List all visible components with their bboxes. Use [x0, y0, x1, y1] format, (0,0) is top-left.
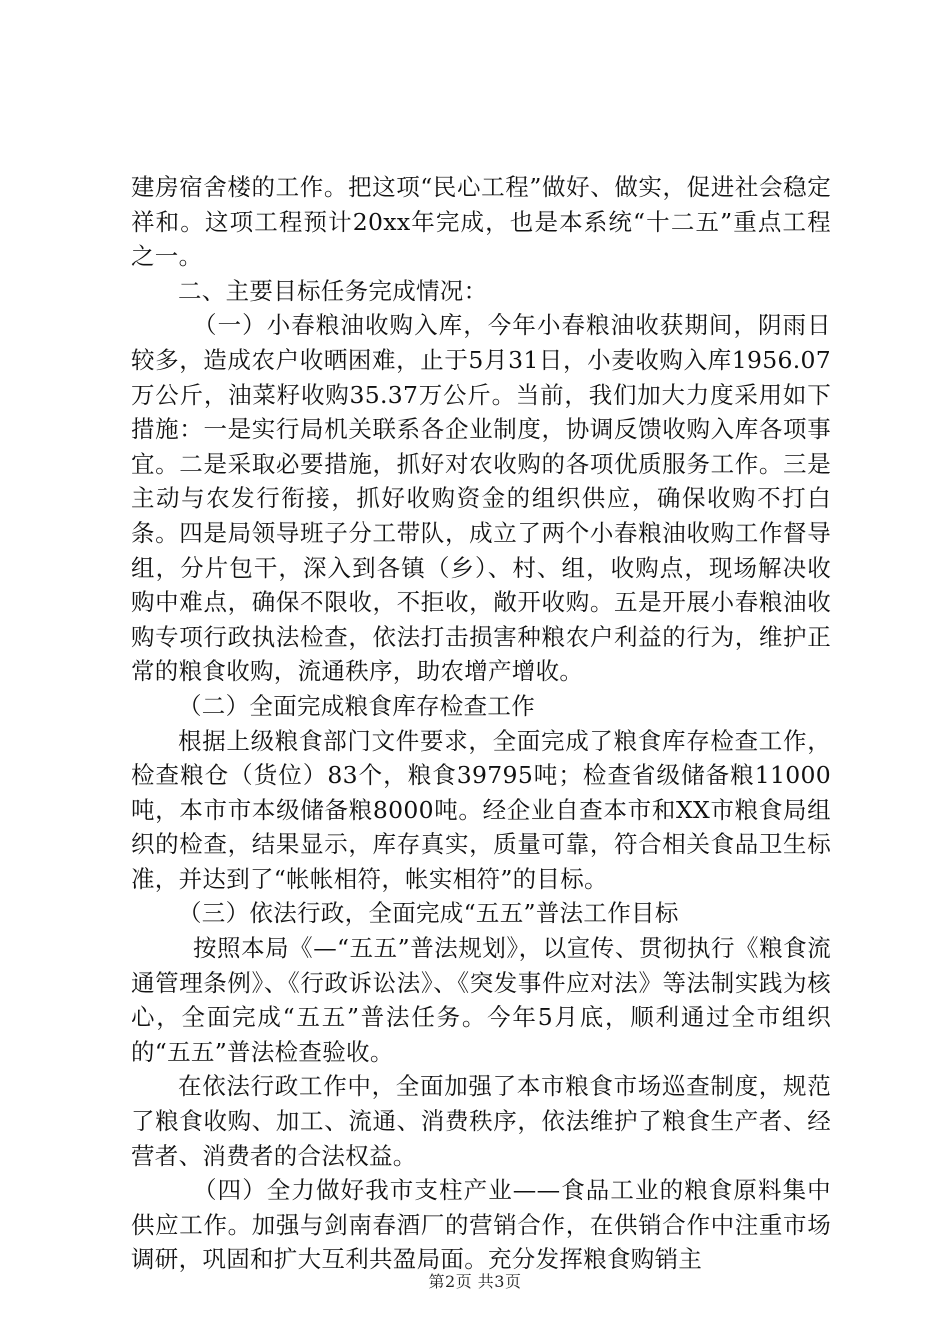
- subheading-inventory-check: （二）全面完成粮食库存检查工作: [178, 691, 535, 720]
- section-heading-main-goals: 二、主要目标任务完成情况：: [178, 276, 488, 305]
- paragraph-food-industry: （四）全力做好我市支柱产业——食品工业的粮食原料集中供应工作。加强与剑南春酒厂的营销合作，在供销合作中注重市场调研，巩固和扩大互利共盈局面。充分发挥粮食购销主: [131, 1176, 831, 1274]
- document-body: [131, 170, 831, 1277]
- paragraph-market-inspection: 在依法行政工作中，全面加强了本市粮食市场巡查制度，规范了粮食收购、加工、流通、消费秩序，依法维护了粮食生产者、经营者、消费者的合法权益。: [131, 1072, 831, 1170]
- paragraph-continuation: 建房宿舍楼的工作。把这项“民心工程”做好、做实，促进社会稳定祥和。这项工程预计20xx年完成，也是本系统“十二五”重点工程之一。: [131, 173, 831, 271]
- subheading-law-enforcement: （三）依法行政，全面完成“五五”普法工作目标: [178, 899, 679, 928]
- page-number-footer: 第2页 共3页: [428, 1272, 522, 1291]
- paragraph-inventory-check: 根据上级粮食部门文件要求，全面完成了粮食库存检查工作，检查粮仓（货位）83个，粮食39795吨；检查省级储备粮11000吨，本市市本级储备粮8000吨。经企业自查本市和XX市粮食局组织的检查，结果显示，库存真实，质量可靠，符合相关食品卫生标准，并达到了“帐帐相符，帐实相符”的目标。: [131, 726, 831, 893]
- paragraph-law-plan: 按照本局《—“五五”普法规划》，以宣传、贯彻执行《粮食流通管理条例》、《行政诉讼法》、《突发事件应对法》等法制实践为核心，全面完成“五五”普法任务。今年5月底，顺利通过全市组织的“五五”普法检查验收。: [131, 934, 831, 1066]
- paragraph-grain-purchase: （一）小春粮油收购入库，今年小春粮油收获期间，阴雨日较多，造成农户收晒困难，止于5月31日，小麦收购入库1956.07万公斤，油菜籽收购35.37万公斤。当前，我们加大力度采用如下措施：一是实行局机关联系各企业制度，协调反馈收购入库各项事宜。二是采取必要措施，抓好对农收购的各项优质服务工作。三是主动与农发行衔接，抓好收购资金的组织供应，确保收购不打白条。四是局领导班子分工带队，成立了两个小春粮油收购工作督导组，分片包干，深入到各镇（乡）、村、组，收购点，现场解决收购中难点，确保不限收，不拒收，敞开收购。五是开展小春粮油收购专项行政执法检查，依法打击损害种粮农户利益的行为，维护正常的粮食收购，流通秩序，助农增产增收。: [131, 311, 831, 686]
